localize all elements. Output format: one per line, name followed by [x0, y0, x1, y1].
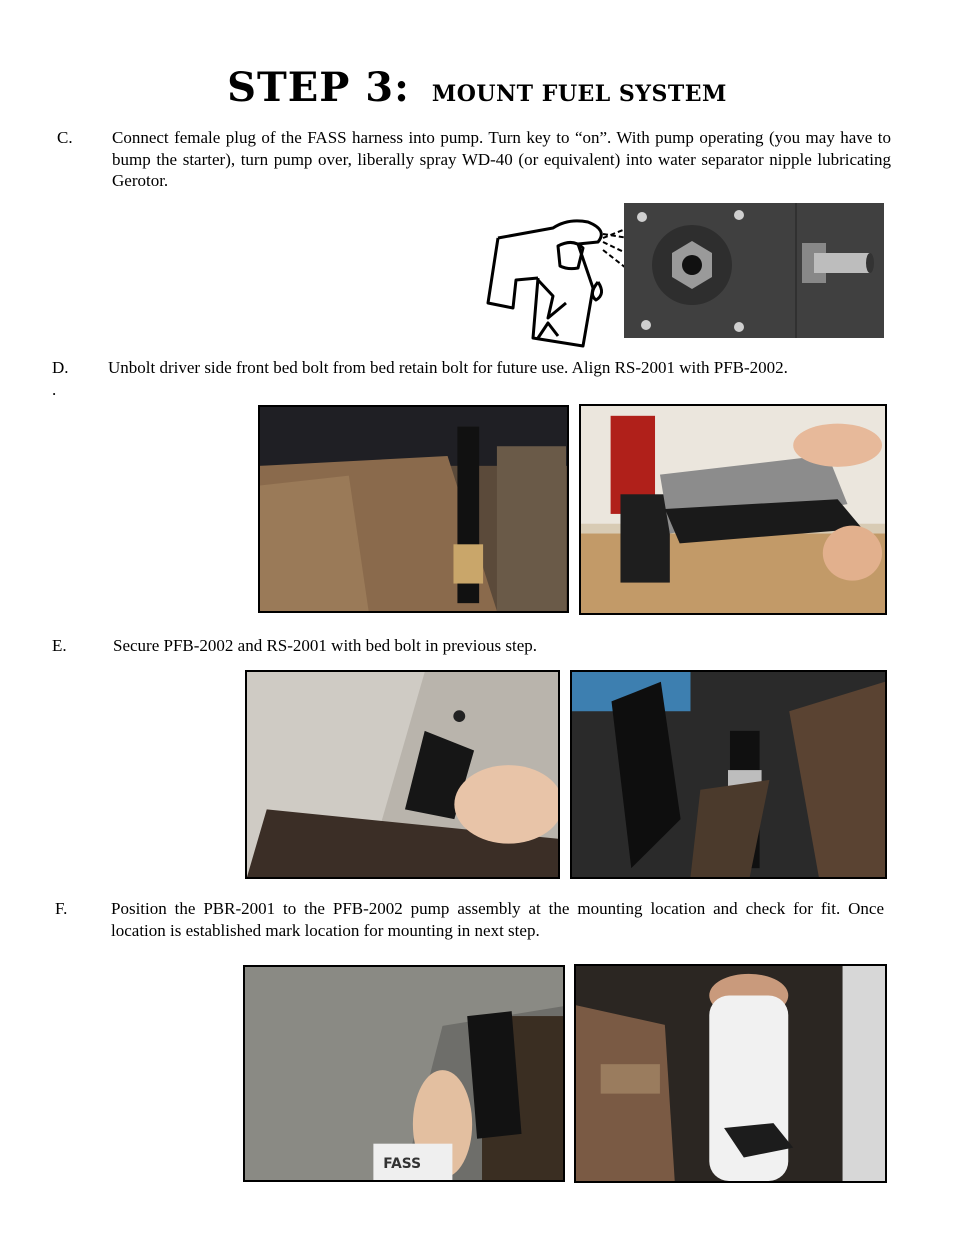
step-text: Secure PFB-2002 and RS-2001 with bed bolt in previous step.	[113, 636, 538, 655]
step-letter: C.	[57, 128, 73, 147]
step-letter: D.	[52, 358, 69, 377]
pump-nipple-photo	[624, 203, 884, 338]
step-heading: STEP 3:	[227, 64, 410, 111]
spray-hand-icon	[478, 208, 628, 348]
step-f	[55, 898, 884, 946]
pump-position-photo	[243, 965, 565, 1182]
bracket-mounted-photo	[570, 670, 887, 879]
filter-check-photo	[574, 964, 887, 1183]
step-text: Position the PBR-2001 to the PFB-2002 pump assembly at the mounting location and check for fit. Once location is established mark location for mounting in next step.	[111, 899, 884, 940]
step-e	[52, 635, 912, 659]
bed-bolt-secure-photo	[245, 670, 560, 879]
bracket-align-photo	[579, 404, 887, 615]
step-text: Connect female plug of the FASS harness into pump. Turn key to “on”. With pump operating (you may have to bump the starter), turn pump over, liberally spray WD-40 (or equivalent) into water separator nipple lubricating Gerotor.	[112, 128, 891, 190]
spray-can-illustration	[478, 208, 628, 348]
filter-brand-label: FASS	[383, 1156, 422, 1173]
step-subtitle: MOUNT FUEL SYSTEM	[431, 81, 727, 107]
step-text: Unbolt driver side front bed bolt from bed retain bolt for future use. Align RS-2001 with PFB-2002.	[108, 358, 788, 377]
stray-dot: .	[52, 380, 57, 399]
bed-bolt-photo	[258, 405, 569, 613]
step-d	[52, 357, 912, 381]
step-letter: E.	[52, 636, 67, 655]
step-letter: F.	[55, 899, 68, 918]
step-c	[57, 127, 891, 193]
page-title	[0, 64, 954, 111]
